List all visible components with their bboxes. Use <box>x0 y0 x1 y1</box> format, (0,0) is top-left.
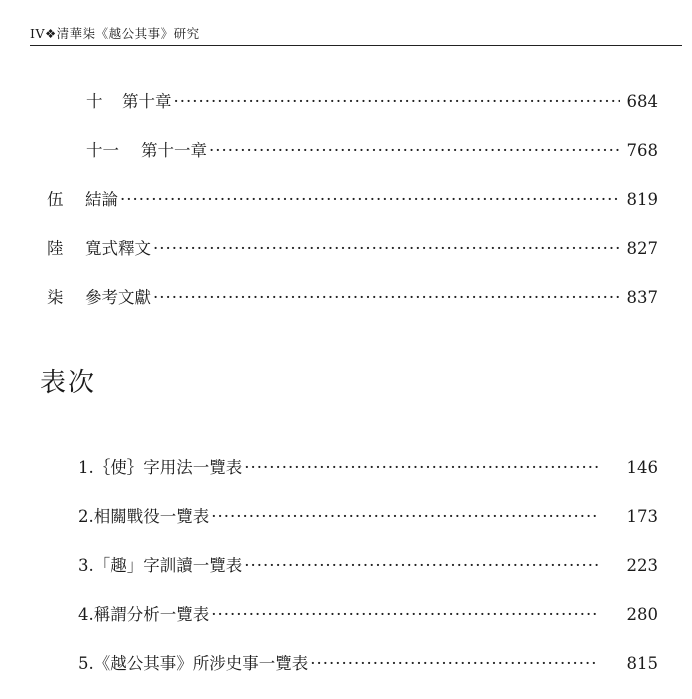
table-list-entry[interactable] <box>78 653 658 675</box>
dot-leader <box>310 653 598 675</box>
toc-entry-title: 第十章 <box>122 92 172 111</box>
dot-leader <box>153 238 620 260</box>
dot-leader <box>244 555 598 577</box>
table-list-page: 223 <box>626 556 658 575</box>
toc-entry-title: 寬式釋文 <box>85 239 151 258</box>
table-list-title: 4.稱謂分析一覽表 <box>78 605 210 624</box>
table-list-title: 5.《越公其事》所涉史事一覽表 <box>78 654 309 673</box>
table-list-title: 3.「趣」字訓讀一覽表 <box>78 556 243 575</box>
dot-leader <box>211 506 598 528</box>
toc-entry-page: 684 <box>626 92 658 111</box>
toc-entry-title: 結論 <box>85 190 118 209</box>
toc-entry-title: 第十一章 <box>141 141 207 160</box>
table-list-page: 815 <box>626 654 658 673</box>
toc-entry-number: 陸 <box>47 239 64 258</box>
toc-entry-page: 768 <box>626 141 658 160</box>
dot-leader <box>153 287 620 309</box>
dot-leader <box>244 457 598 479</box>
toc-entry-page: 819 <box>626 190 658 209</box>
toc-entry[interactable] <box>47 287 658 309</box>
dot-leader <box>120 189 620 211</box>
toc-entry[interactable] <box>86 140 658 162</box>
table-list-page: 280 <box>626 605 658 624</box>
toc-entry-number: 伍 <box>47 190 64 209</box>
table-list-entry[interactable] <box>78 506 658 528</box>
table-list-title: 1.｛使｝字用法一覽表 <box>78 458 243 477</box>
table-list-page: 173 <box>626 507 658 526</box>
toc-entry-title: 參考文獻 <box>85 288 151 307</box>
tables-section-heading: 表次 <box>40 368 97 398</box>
toc-entry[interactable] <box>47 238 658 260</box>
toc-entry[interactable] <box>86 91 658 113</box>
table-list-title: 2.相關戰役一覽表 <box>78 507 210 526</box>
running-header <box>30 27 682 46</box>
table-list-entry[interactable] <box>78 457 658 479</box>
toc-entry-number: 柒 <box>47 288 64 307</box>
toc-entry-number: 十 <box>86 92 103 111</box>
toc-entry-page: 837 <box>626 288 658 307</box>
table-list-entry[interactable] <box>78 604 658 626</box>
toc-entry-page: 827 <box>626 239 658 258</box>
dot-leader <box>211 604 598 626</box>
table-list-entry[interactable] <box>78 555 658 577</box>
toc-entry[interactable] <box>47 189 658 211</box>
toc-entry-number: 十一 <box>86 141 119 160</box>
running-header-text: IV❖清華柒《越公其事》研究 <box>30 26 200 41</box>
dot-leader <box>174 91 621 113</box>
table-list-page: 146 <box>626 458 658 477</box>
dot-leader <box>209 140 620 162</box>
